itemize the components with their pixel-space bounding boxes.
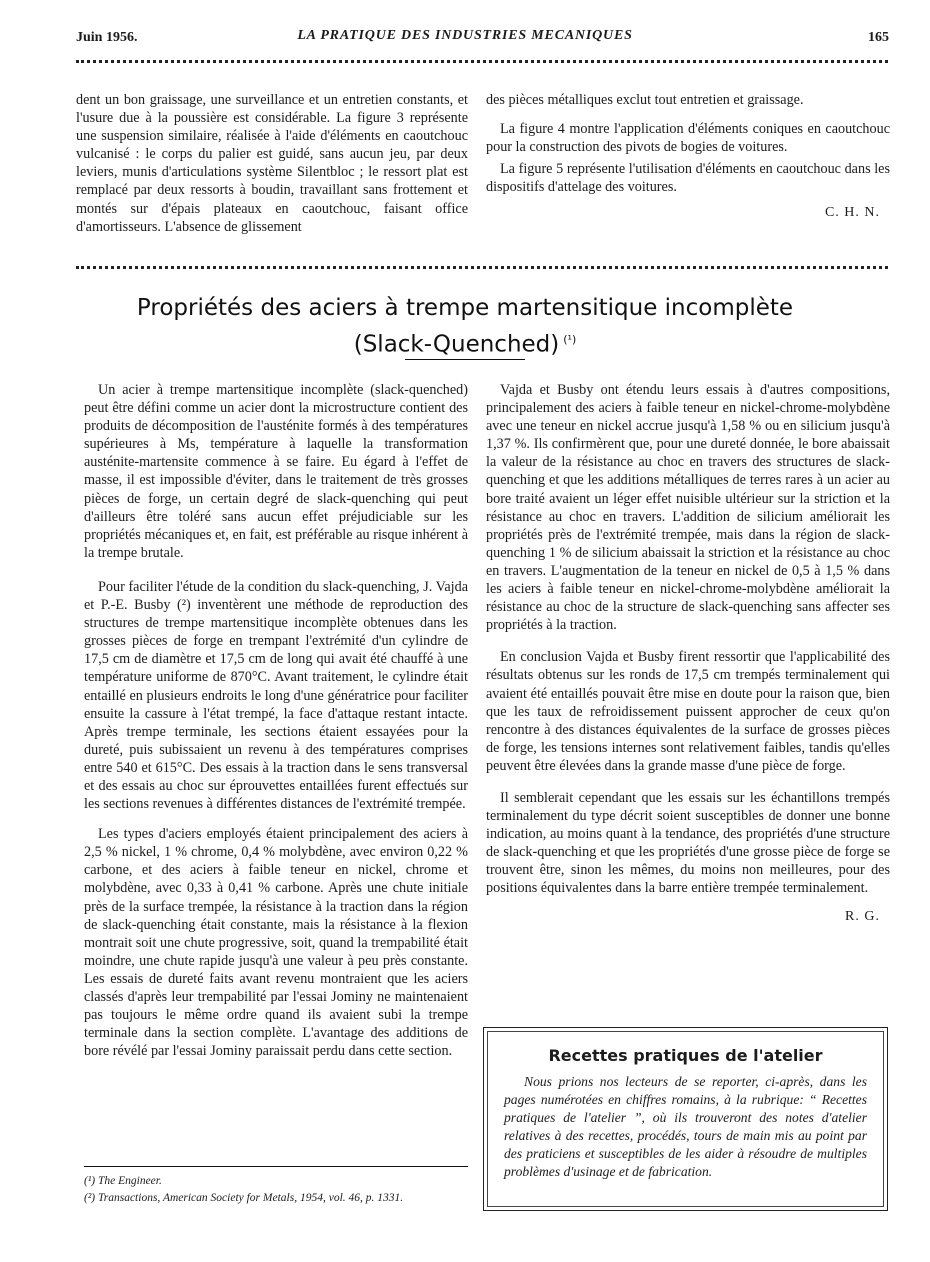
footnotes	[84, 1173, 468, 1207]
recettes-box	[483, 1027, 888, 1211]
title-footnote-ref: (¹)	[563, 333, 577, 346]
recettes-box-text: Nous prions nos lecteurs de se reporter, ci-après, dans les pages numérotées en chiffres romains, à la rubrique: “ Recettes pratiques de l'atelier ”, où ils trouveront des notes d'atelier relatives à des recettes, procédés, tours de main mis au point par des praticiens et susceptibles de les aider à résoudre de multiples problèmes d'usinage et de fabrication.	[504, 1074, 867, 1179]
article-title-subtitle: (Slack-Quenched)	[353, 331, 560, 358]
article-left-paragraph-3: Les types d'aciers employés étaient principalement des aciers à 2,5 % nickel, 1 % chrome, 0,4 % molybdène, avec environ 0,22 % carbone, et des aciers à faible teneur en nickel, chrome et molybdène, avec 0,33 à 0,41 % carbone. Après une chute initiale près de la surface trempée, la résistance à la traction dans la région de slack-quenching était constante, mais la résistance à la flexion montrait soit une chute progressive, soit, quand la trempabilité était moindre, une chute rapide jusqu'à une valeur à peu près constante. Les essais de dureté faits avant revenu montraient que les aciers classés d'après leur trempabilité par l'essai Jominy ne maintenaient pas toujours le même ordre quand ils avaient subi la trempe terminale dans la section complète. L'avantage des additions de bore révélé par l'essai Jominy paraissait perdu dans cette section.	[84, 826, 468, 1060]
top-signature: C. H. N.	[824, 205, 880, 221]
article-title	[0, 292, 930, 361]
article-title-line-2	[0, 324, 930, 361]
article-right-paragraph-2: En conclusion Vajda et Busby firent ressortir que l'applicabilité des résultats obtenus sur les ronds de 17,5 cm trempés terminalement qui avaient été entaillés pouvait être mise en doute pour la raison que, bien que les taux de refroidissement puissent approcher de ceux qu'on rencontre à des distances équivalentes de la surface de grosses pièces de forge, les tensions internes sont relativement faibles, tandis qu'elles peuvent être élevées dans la grande masse d'une pièce de forge.	[486, 649, 890, 774]
article-title-line-1: Propriétés des aciers à trempe martensitique incomplète	[136, 295, 794, 321]
top-right-paragraph-1: des pièces métalliques exclut tout entretien et graissage.	[486, 92, 804, 108]
top-right-paragraph-2: La figure 4 montre l'application d'éléments coniques en caoutchouc pour la construction des pivots de bogies de voitures.	[486, 121, 890, 156]
footnote-2: (²) Transactions, American Society for Metals, 1954, vol. 46, p. 1331.	[84, 1192, 404, 1204]
article-signature: R. G.	[845, 908, 880, 924]
article-left-paragraph-2: Pour faciliter l'étude de la condition du slack-quenching, J. Vajda et P.-E. Busby (²) inventèrent une méthode de reproduction des structures de trempe martensitique incomplète obtenues dans les grosses pièces de forge en trempant l'extrémité d'un cylindre de 17,5 cm de diamètre et 17,5 cm de long qui avait été chauffé à une température uniforme de 870°C. Avant traitement, le cylindre était entaillé en plusieurs endroits le long d'une génératrice pour faciliter ensuite la cassure à l'état trempé, la face d'attaque restant intacte. Après trempe terminale, les sections étaient essayées pour la dureté, puis subissaient un revenu à des températures comprises entre 540 et 615°C. Des essais à la traction dans le sens transversal et des essais au choc sur éprouvettes entaillées furent effectués sur les sections revenues à différentes distances de l'extrémité trempée.	[84, 578, 468, 813]
header-date: Juin 1956.	[76, 30, 138, 45]
footnote-1: (¹) The Engineer.	[84, 1175, 162, 1187]
article-left-paragraph-1: Un acier à trempe martensitique incomplète (slack-quenched) peut être défini comme un acier dont la microstructure contient des produits de décomposition de l'austénite formés à des températures supérieures à Ms, température à laquelle la transformation austénite-martensite commence à se faire. Eu égard à l'effet de masse, il est impossible d'éviter, dans le traitement de très grosses pièces de forge, un certain degré de slack-quenching qui peut d'ailleurs être toléré sans aucun effet préjudiciable sur les propriétés mécaniques et, en fait, est préférable au risque inhérent à la trempe brutale.	[84, 382, 468, 561]
article-right-paragraph-1: Vajda et Busby ont étendu leurs essais à d'autres compositions, principalement des aciers à faible teneur en nickel-chrome-molybdène avec une teneur en nickel accrue jusqu'à 1,58 % ou en silicium jusqu'à 1,37 %. Ils confirmèrent que, pour une dureté donnée, le bore abaissait la valeur de la résistance au choc en travers des structures de slack-quenching et que les additions métalliques de terres rares à un acier au bore traité avaient un léger effet nuisible ultérieur sur la striction et la résistance au choc en travers. L'addition de silicium améliorait les propriétés près de l'extrémité trempée, mais dans la région de slack-quenching 1 % de silicium abaissait la striction et la résistance au choc en travers. L'augmentation de la teneur en nickel de 0,5 à 1,5 % dans les aciers à faible teneur en nickel-chrome-molybdène améliorait la résistance au choc de la structure de slack-quenching sans affecter ses propriétés à la traction.	[486, 382, 890, 634]
footnote-rule	[84, 1166, 468, 1167]
top-right-paragraph-3: La figure 5 représente l'utilisation d'éléments en caoutchouc dans les dispositifs d'attelage des voitures.	[486, 161, 890, 196]
article-right-paragraph-3: Il semblerait cependant que les essais sur les échantillons trempés terminalement du type décrit soient susceptibles de donner une bonne indication, au moins quant à la tendance, des propriétés d'une structure de slack-quenching et que les propriétés d'une grosse pièce de forge se trouvent être, sinon les mêmes, du moins non meilleures, pour des positions équivalentes dans la barre entière trempée terminalement.	[486, 789, 890, 897]
recettes-box-inner	[487, 1031, 884, 1207]
section-dotted-rule	[76, 266, 888, 269]
top-left-paragraph: dent un bon graissage, une surveillance et un entretien constants, et l'usure due à la poussière est considérable. La figure 3 représente une suspension similaire, réalisée à l'aide d'éléments en caoutchouc vulcanisé : le corps du palier est guidé, sans aucun jeu, par deux leviers, munis d'articulations système Silentbloc ; le ressort plat est remplacé par deux ressorts à boudin, travaillant sans frottement et montés sur d'épais plateaux en caoutchouc, faisant office d'amortisseurs. L'absence de glissement	[76, 92, 468, 235]
article-left-column	[84, 381, 468, 1071]
article-right-column	[486, 381, 890, 926]
top-right-column	[486, 91, 890, 223]
header-dotted-rule	[76, 60, 888, 63]
recettes-box-title: Recettes pratiques de l'atelier	[548, 1046, 823, 1065]
top-left-column	[76, 91, 468, 247]
journal-title: LA PRATIQUE DES INDUSTRIES MECANIQUES	[297, 28, 633, 43]
page-number: 165	[868, 30, 889, 45]
title-underline	[405, 359, 525, 360]
